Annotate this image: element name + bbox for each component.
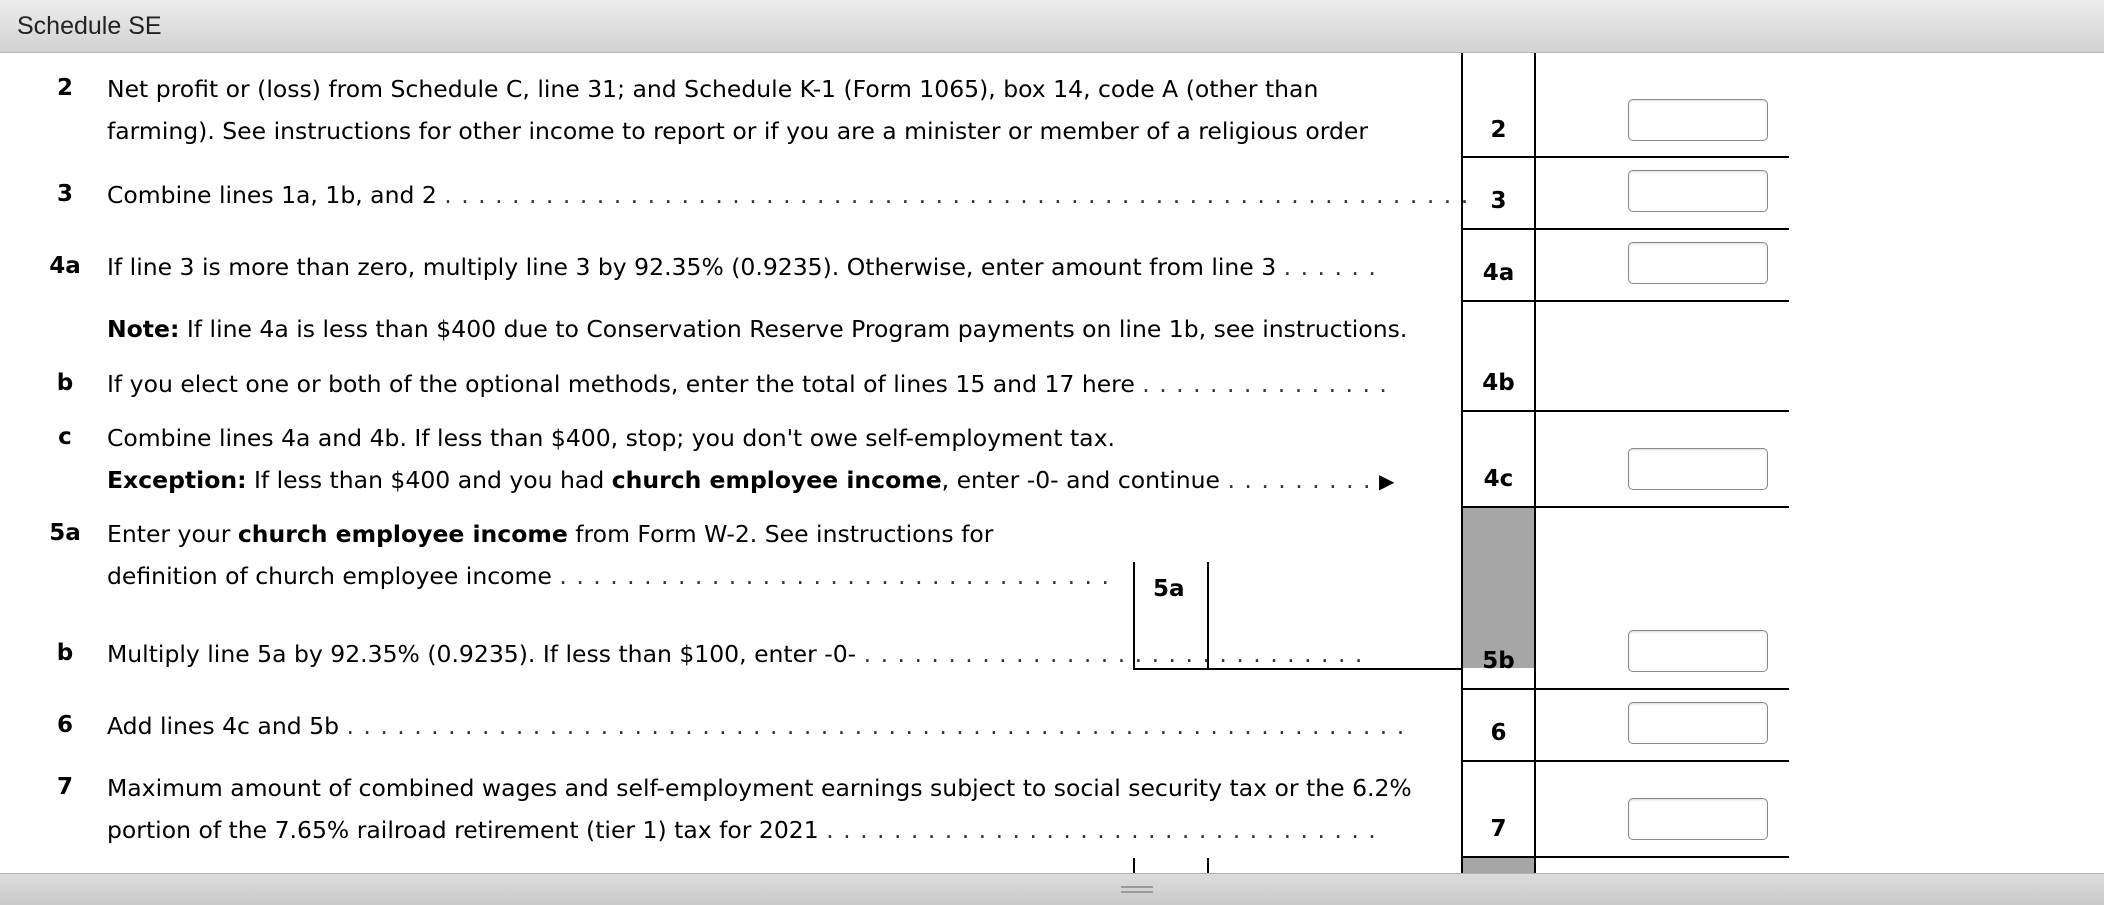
line-4a-text: [107, 253, 1377, 281]
line-5a-text-2: definition of church employee income: [107, 562, 552, 590]
line-3-text: [107, 181, 1469, 209]
arrow-right-icon: ▶: [1378, 469, 1395, 493]
line-5a-number: 5a: [49, 520, 81, 546]
line-5b-label: 5b: [1482, 648, 1515, 674]
line-4a-text-content: If line 3 is more than zero, multiply line 3 by 92.35% (0.9235). Otherwise, enter amount from line 3: [107, 253, 1277, 281]
line-3-text-content: Combine lines 1a, 1b, and 2: [107, 181, 437, 209]
row-divider: [1461, 410, 1789, 412]
line-4c-exception: [107, 466, 1394, 494]
line-3-input[interactable]: [1628, 170, 1768, 212]
line-5a-text-cont: [107, 562, 1110, 590]
line-4c-number: c: [58, 424, 72, 450]
line-7-label: 7: [1490, 816, 1507, 842]
line-6-label: 6: [1490, 720, 1507, 746]
line-4b-text: [107, 370, 1388, 398]
line-4b-label: 4b: [1482, 370, 1515, 396]
line-6-number: 6: [56, 712, 73, 738]
line-5a-text-bold: church employee income: [237, 520, 568, 548]
line-5b-text: [107, 640, 1363, 668]
line-5a-box-bottom: [1133, 668, 1463, 670]
line-4c-label: 4c: [1483, 466, 1514, 492]
next-row-box-divider: [1207, 858, 1209, 873]
line-6-input[interactable]: [1628, 702, 1768, 744]
note-content: If line 4a is less than $400 due to Conservation Reserve Program payments on line 1b, see instructions.: [179, 315, 1408, 343]
line-4b-text-content: If you elect one or both of the optional methods, enter the total of lines 15 and 17 here: [107, 370, 1135, 398]
line-7-input[interactable]: [1628, 798, 1768, 840]
line-3-number: 3: [56, 181, 73, 207]
line-7-number: 7: [56, 774, 73, 800]
line-5a-text-b: from Form W-2. See instructions for: [567, 520, 994, 548]
row-divider: [1461, 300, 1789, 302]
line-5a-text-a: Enter your: [107, 520, 238, 548]
line-4a-label: 4a: [1482, 260, 1515, 286]
exception-text-2: , enter -0- and continue: [941, 466, 1220, 494]
line-2-text-cont: farming). See instructions for other income to report or if you are a minister or member of a religious order: [107, 117, 1369, 145]
exception-bold: Exception:: [107, 466, 247, 494]
line-2-label: 2: [1490, 117, 1507, 143]
line-5b-text-content: Multiply line 5a by 92.35% (0.9235). If less than $100, enter -0-: [107, 640, 857, 668]
line-4c-input[interactable]: [1628, 448, 1768, 490]
row-divider: [1461, 228, 1789, 230]
line-3-label: 3: [1490, 188, 1507, 214]
exception-text-1: If less than $400 and you had: [246, 466, 612, 494]
dot-leader: . . . . . . . . . . . . . . .: [1142, 370, 1388, 398]
line-5b-input[interactable]: [1628, 630, 1768, 672]
next-row-box-left: [1133, 858, 1135, 873]
dot-leader: . . . . . . . . . . . . . . . . . . . . . . . . . . . . . . . . .: [559, 562, 1110, 590]
label-column-left-border: [1461, 53, 1463, 873]
row-divider: [1461, 156, 1789, 158]
dot-leader: . . . . . . . . . . . . . . . . . . . . . . . . . . . . . . . . . . . . . . . . . . . . . . . . . . . . . . . . . . . . . . .: [346, 712, 1406, 740]
note-bold: Note:: [107, 315, 180, 343]
line-6-text: [107, 712, 1405, 740]
line-4a-number: 4a: [49, 253, 81, 279]
schedule-se-form: [0, 53, 2104, 873]
line-4b-number: b: [56, 370, 74, 396]
line-2-input[interactable]: [1628, 99, 1768, 141]
dot-leader: . . . . . . . . .: [1227, 466, 1372, 494]
line-5b-number: b: [56, 640, 74, 666]
label-column-right-border: [1534, 53, 1536, 873]
line-2-number: 2: [56, 75, 73, 101]
line-2-text: Net profit or (loss) from Schedule C, line 31; and Schedule K-1 (Form 1065), box 14, code A (other than: [107, 75, 1319, 103]
dot-leader: . . . . . .: [1283, 253, 1377, 281]
window-titlebar: [0, 0, 2104, 53]
note-text: [107, 315, 1407, 343]
resize-grip-icon[interactable]: [1121, 886, 1153, 893]
line-6-text-content: Add lines 4c and 5b: [107, 712, 339, 740]
dot-leader: . . . . . . . . . . . . . . . . . . . . . . . . . . . . . .: [863, 640, 1364, 668]
line-7-text-2: portion of the 7.65% railroad retirement (tier 1) tax for 2021: [107, 816, 819, 844]
resize-bar[interactable]: [0, 873, 2104, 905]
shaded-cell: [1463, 858, 1534, 873]
row-divider: [1461, 688, 1789, 690]
dot-leader: . . . . . . . . . . . . . . . . . . . . . . . . . . . . . . . . . . . . . . . . . . . . . . . . . . . . . . . . . . . . .: [444, 181, 1470, 209]
church-income-bold: church employee income: [611, 466, 942, 494]
dot-leader: . . . . . . . . . . . . . . . . . . . . . . . . . . . . . . . . .: [826, 816, 1377, 844]
row-divider: [1461, 760, 1789, 762]
line-4a-input[interactable]: [1628, 242, 1768, 284]
window-title: Schedule SE: [17, 12, 162, 40]
line-5a-label: 5a: [1153, 576, 1185, 602]
shaded-cell: [1463, 508, 1534, 668]
line-7-text-cont: [107, 816, 1377, 844]
line-4c-text: Combine lines 4a and 4b. If less than $400, stop; you don't owe self-employment tax.: [107, 424, 1115, 452]
line-7-text: Maximum amount of combined wages and self-employment earnings subject to social security tax or the 6.2%: [107, 774, 1412, 802]
line-5a-text: [107, 520, 993, 548]
